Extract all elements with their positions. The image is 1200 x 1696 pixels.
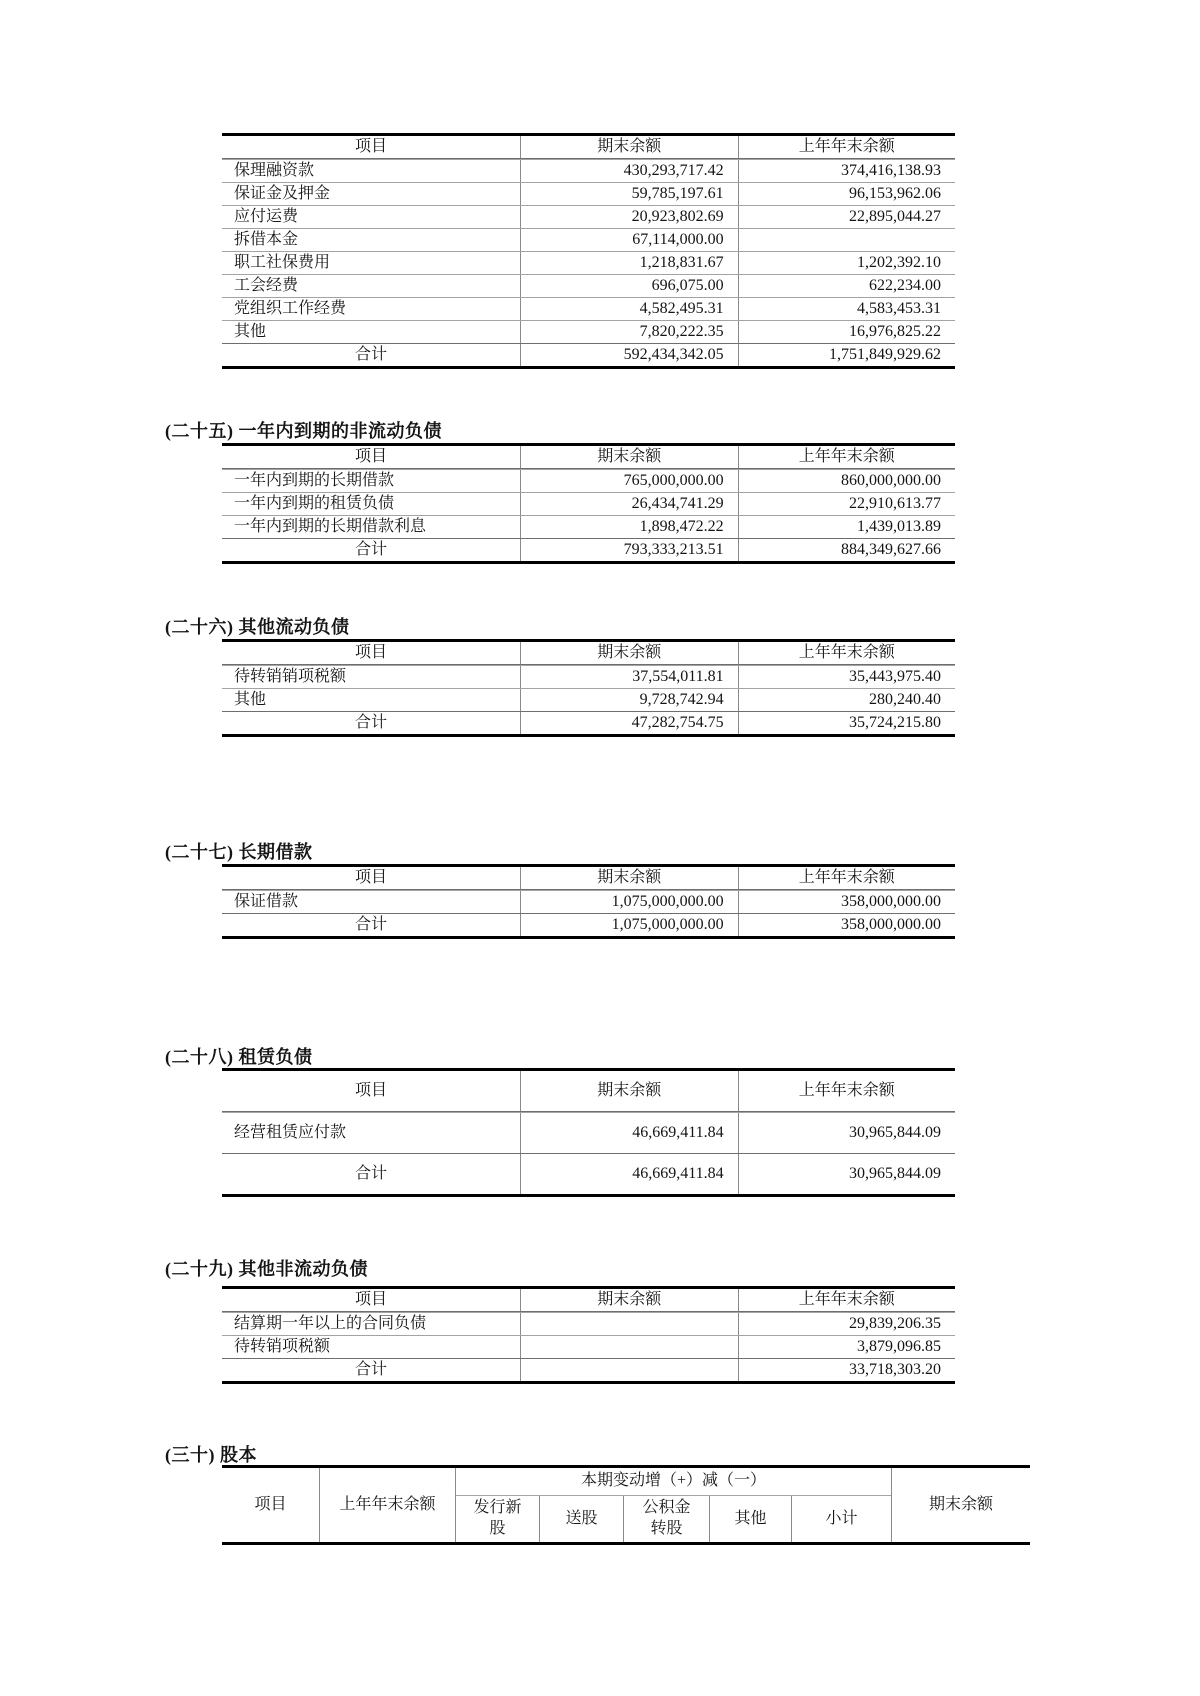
table-row: [222, 469, 955, 492]
table-row: [222, 665, 955, 688]
total-prior-year-balance: 35,724,215.80: [738, 712, 955, 734]
item-label: 待转销项税额: [234, 1338, 331, 1355]
item-label: 应付运费: [234, 208, 299, 225]
column-header: 期末余额: [520, 446, 738, 468]
amount-prior-year-balance: 280,240.40: [738, 689, 955, 711]
amount-prior-year-balance: 374,416,138.93: [738, 160, 955, 182]
column-header: 项目: [354, 644, 387, 661]
table-total-row: [222, 1358, 955, 1381]
column-header: 期末余额: [520, 1071, 738, 1111]
total-label: 合计: [354, 541, 387, 558]
table-header-row: [222, 642, 955, 665]
item-label: 其他: [234, 323, 267, 340]
item-label: 保理融资款: [234, 162, 315, 179]
amount-ending-balance: [520, 1313, 738, 1335]
column-header: 项目: [354, 448, 387, 465]
share-col-prev-balance-header: 上年年末余额: [319, 1468, 455, 1542]
total-ending-balance: 1,075,000,000.00: [520, 914, 738, 936]
lease-liabilities-table: [222, 1068, 955, 1197]
amount-ending-balance: 430,293,717.42: [520, 160, 738, 182]
column-header: 期末余额: [520, 1289, 738, 1311]
section-heading-26: (二十六) 其他流动负债: [165, 617, 350, 637]
total-label: 合计: [354, 714, 387, 731]
table-row: [222, 159, 955, 182]
item-label: 职工社保费用: [234, 254, 331, 271]
amount-prior-year-balance: 1,202,392.10: [738, 252, 955, 274]
column-header: 期末余额: [520, 867, 738, 889]
amount-ending-balance: 1,898,472.22: [520, 516, 738, 538]
amount-ending-balance: 67,114,000.00: [520, 229, 738, 251]
amount-prior-year-balance: 96,153,962.06: [738, 183, 955, 205]
column-header: 上年年末余额: [738, 446, 955, 468]
share-col-new-issue-header: 发行新股: [455, 1496, 539, 1542]
table-total-row: [222, 538, 955, 561]
column-header: 期末余额: [520, 136, 738, 158]
item-label: 待转销销项税额: [234, 668, 347, 685]
section-heading-25: (二十五) 一年内到期的非流动负债: [165, 421, 442, 441]
total-label: 合计: [354, 1361, 387, 1378]
amount-prior-year-balance: 22,895,044.27: [738, 206, 955, 228]
amount-ending-balance: 1,218,831.67: [520, 252, 738, 274]
table-row: [222, 688, 955, 711]
total-ending-balance: 46,669,411.84: [520, 1154, 738, 1194]
item-label: 经营租赁应付款: [234, 1124, 347, 1141]
item-label: 一年内到期的租赁负债: [234, 495, 395, 512]
amount-prior-year-balance: 30,965,844.09: [738, 1113, 955, 1153]
section-heading-27: (二十七) 长期借款: [165, 842, 313, 862]
table-total-row: [222, 913, 955, 936]
amount-ending-balance: [520, 1336, 738, 1358]
share-capital-table: [222, 1465, 1030, 1545]
amount-prior-year-balance: 16,976,825.22: [738, 321, 955, 343]
total-ending-balance: [520, 1359, 738, 1381]
column-header: 期末余额: [520, 642, 738, 664]
total-ending-balance: 47,282,754.75: [520, 712, 738, 734]
amount-ending-balance: 4,582,495.31: [520, 298, 738, 320]
total-prior-year-balance: 884,349,627.66: [738, 539, 955, 561]
other-current-liabilities-table: [222, 639, 955, 737]
share-col-other-header: 其他: [709, 1496, 791, 1542]
amount-prior-year-balance: 4,583,453.31: [738, 298, 955, 320]
amount-ending-balance: 37,554,011.81: [520, 666, 738, 688]
share-col-reserve-transfer-header: 公积金转股: [623, 1496, 709, 1542]
column-header: 项目: [354, 869, 387, 886]
column-header: 项目: [354, 1291, 387, 1308]
share-col-end-balance-header: 期末余额: [891, 1468, 1030, 1542]
amount-prior-year-balance: [738, 229, 955, 251]
amount-ending-balance: 20,923,802.69: [520, 206, 738, 228]
table-header-row: [222, 867, 955, 890]
amount-ending-balance: 26,434,741.29: [520, 493, 738, 515]
share-col-subtotal-header: 小计: [791, 1496, 891, 1542]
table-row: [222, 297, 955, 320]
long-term-borrowings-table: [222, 864, 955, 939]
table-row: [222, 205, 955, 228]
table-row: [222, 492, 955, 515]
table-total-row: [222, 711, 955, 734]
column-header: 项目: [354, 138, 387, 155]
amount-ending-balance: 696,075.00: [520, 275, 738, 297]
table-row: [222, 228, 955, 251]
table-row: [222, 1335, 955, 1358]
total-label: 合计: [354, 916, 387, 933]
amount-prior-year-balance: 358,000,000.00: [738, 891, 955, 913]
amount-ending-balance: 1,075,000,000.00: [520, 891, 738, 913]
column-header: 上年年末余额: [738, 136, 955, 158]
amount-prior-year-balance: 29,839,206.35: [738, 1313, 955, 1335]
total-prior-year-balance: 358,000,000.00: [738, 914, 955, 936]
amount-ending-balance: 9,728,742.94: [520, 689, 738, 711]
amount-ending-balance: 765,000,000.00: [520, 470, 738, 492]
item-label: 保证借款: [234, 893, 299, 910]
item-label: 一年内到期的长期借款利息: [234, 518, 427, 535]
item-label: 拆借本金: [234, 231, 299, 248]
payables-detail-table: [222, 133, 955, 369]
table-total-row: [222, 343, 955, 366]
table-row: [222, 251, 955, 274]
column-header: 项目: [354, 1082, 387, 1099]
item-label: 其他: [234, 691, 267, 708]
column-header: 上年年末余额: [738, 642, 955, 664]
amount-prior-year-balance: 3,879,096.85: [738, 1336, 955, 1358]
column-header: 上年年末余额: [738, 1071, 955, 1111]
table-header-row: [222, 446, 955, 469]
total-prior-year-balance: 1,751,849,929.62: [738, 344, 955, 366]
table-header-row: [222, 136, 955, 159]
table-total-row: [222, 1153, 955, 1194]
table-header-row: [222, 1071, 955, 1112]
amount-prior-year-balance: 22,910,613.77: [738, 493, 955, 515]
share-change-group-header: 本期变动增（+）减（一）: [455, 1468, 891, 1496]
table-row: [222, 274, 955, 297]
item-label: 工会经费: [234, 277, 299, 294]
section-heading-29: (二十九) 其他非流动负债: [165, 1259, 368, 1279]
amount-prior-year-balance: 860,000,000.00: [738, 470, 955, 492]
total-label: 合计: [354, 1165, 387, 1182]
total-ending-balance: 592,434,342.05: [520, 344, 738, 366]
column-header: 上年年末余额: [738, 1289, 955, 1311]
column-header: 上年年末余额: [738, 867, 955, 889]
table-row: [222, 320, 955, 343]
total-label: 合计: [354, 346, 387, 363]
noncurrent-liabilities-due-within-one-year-table: [222, 443, 955, 564]
item-label: 党组织工作经费: [234, 300, 347, 317]
table-row: [222, 890, 955, 913]
item-label: 结算期一年以上的合同负债: [234, 1315, 427, 1332]
amount-prior-year-balance: 35,443,975.40: [738, 666, 955, 688]
table-row: [222, 1312, 955, 1335]
amount-ending-balance: 7,820,222.35: [520, 321, 738, 343]
total-prior-year-balance: 30,965,844.09: [738, 1154, 955, 1194]
table-row: [222, 1112, 955, 1153]
other-noncurrent-liabilities-table: [222, 1286, 955, 1384]
table-row: [222, 515, 955, 538]
item-label: 一年内到期的长期借款: [234, 472, 395, 489]
table-header-row: [222, 1289, 955, 1312]
amount-prior-year-balance: 1,439,013.89: [738, 516, 955, 538]
total-ending-balance: 793,333,213.51: [520, 539, 738, 561]
amount-ending-balance: 46,669,411.84: [520, 1113, 738, 1153]
amount-prior-year-balance: 622,234.00: [738, 275, 955, 297]
table-row: [222, 182, 955, 205]
amount-ending-balance: 59,785,197.61: [520, 183, 738, 205]
share-col-item-header: 项目: [254, 1495, 287, 1513]
item-label: 保证金及押金: [234, 185, 331, 202]
share-col-bonus-shares-header: 送股: [539, 1496, 623, 1542]
section-heading-28: (二十八) 租赁负债: [165, 1047, 313, 1067]
total-prior-year-balance: 33,718,303.20: [738, 1359, 955, 1381]
section-heading-30: (三十) 股本: [165, 1445, 257, 1465]
